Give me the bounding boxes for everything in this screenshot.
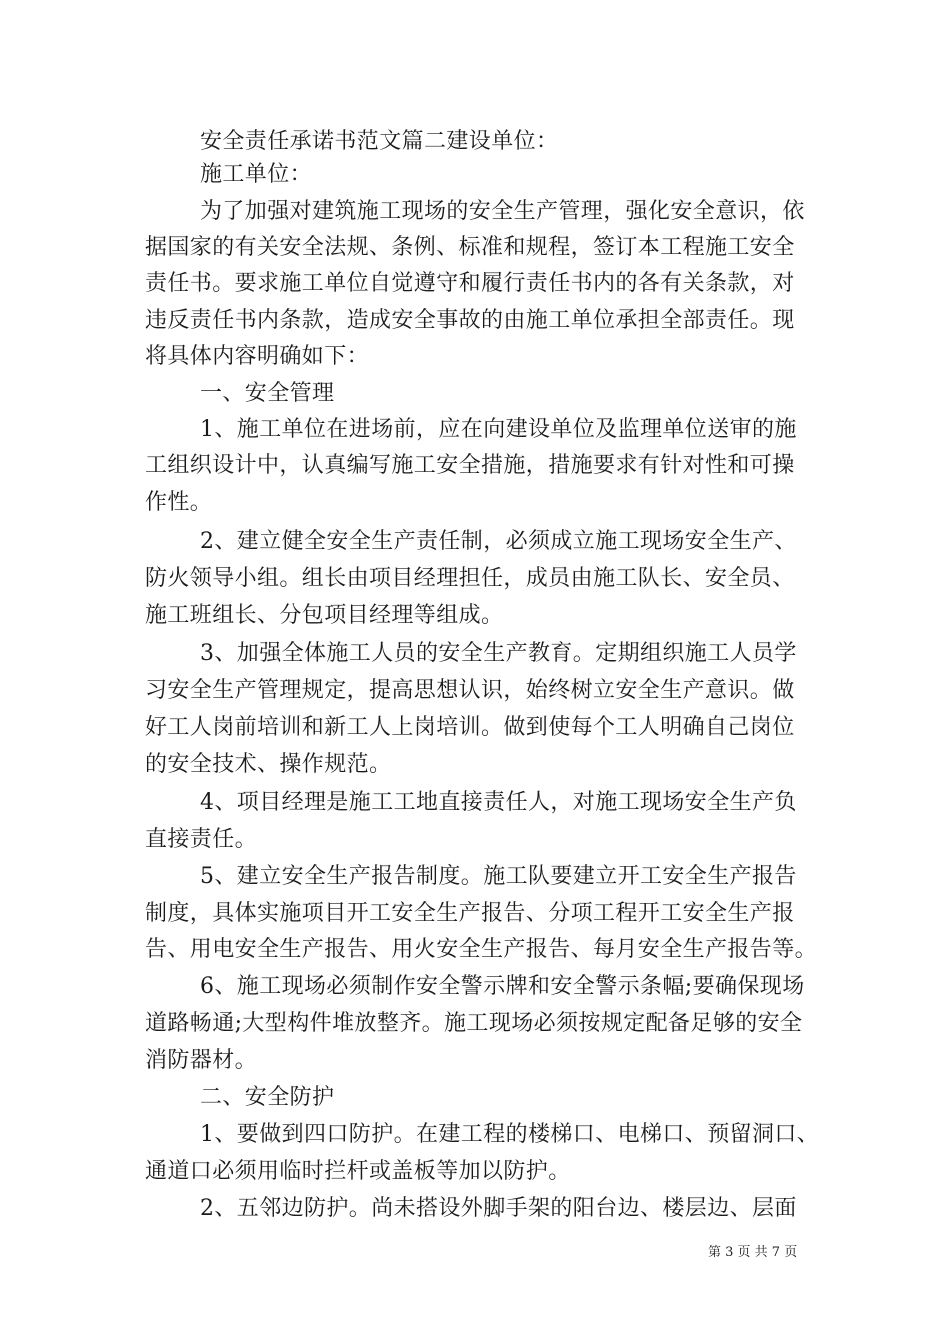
text-line: 1、施工单位在进场前，应在向建设单位及监理单位送审的施 — [200, 417, 797, 442]
text-line: 1、要做到四口防护。在建工程的楼梯口、电梯口、预留洞口、 — [200, 1122, 820, 1147]
text-line: 消防器材。 — [145, 1048, 258, 1073]
text-line: 据国家的有关安全法规、条例、标准和规程，签订本工程施工安全 — [145, 235, 795, 260]
section-heading: 一、安全管理 — [200, 381, 335, 406]
text-line: 的安全技术、操作规范。 — [145, 752, 392, 777]
title-line: 安全责任承诺书范文篇二建设单位： — [200, 129, 559, 154]
text-line: 责任书。要求施工单位自觉遵守和履行责任书内的各有关条款，对 — [145, 271, 795, 296]
text-line: 告、用电安全生产报告、用火安全生产报告、每月安全生产报告等。 — [145, 937, 818, 962]
text-line: 制度，具体实施项目开工安全生产报告、分项工程开工安全生产报 — [145, 901, 795, 926]
text-line: 习安全生产管理规定，提高思想认识，始终树立安全生产意识。做 — [145, 678, 795, 703]
text-line: 2、五邻边防护。尚未搭设外脚手架的阳台边、楼层边、层面 — [200, 1196, 797, 1221]
text-line: 通道口必须用临时拦杆或盖板等加以防护。 — [145, 1159, 571, 1184]
text-line: 道路畅通;大型构件堆放整齐。施工现场必须按规定配备足够的安全 — [145, 1011, 803, 1036]
text-line: 作性。 — [145, 490, 213, 515]
text-line: 4、项目经理是施工工地直接责任人，对施工现场安全生产负 — [200, 790, 797, 815]
text-line: 施工班组长、分包项目经理等组成。 — [145, 603, 504, 628]
text-line: 将具体内容明确如下： — [145, 344, 370, 369]
text-line: 6、施工现场必须制作安全警示牌和安全警示条幅;要确保现场 — [200, 974, 805, 999]
page-number-footer: 第 3 页 共 7 页 — [708, 1245, 798, 1260]
text-line: 工组织设计中，认真编写施工安全措施，措施要求有针对性和可操 — [145, 453, 795, 478]
text-line: 2、建立健全安全生产责任制，必须成立施工现场安全生产、 — [200, 529, 797, 554]
text-line: 为了加强对建筑施工现场的安全生产管理，强化安全意识，依 — [200, 199, 805, 224]
text-line: 直接责任。 — [145, 827, 258, 852]
text-line: 防火领导小组。组长由项目经理担任，成员由施工队长、安全员、 — [145, 566, 795, 591]
text-line: 好工人岗前培训和新工人上岗培训。做到使每个工人明确自己岗位 — [145, 715, 795, 740]
text-line: 施工单位： — [200, 162, 313, 187]
text-line: 5、建立安全生产报告制度。施工队要建立开工安全生产报告 — [200, 864, 797, 889]
text-line: 3、加强全体施工人员的安全生产教育。定期组织施工人员学 — [200, 641, 797, 666]
text-line: 违反责任书内条款，造成安全事故的由施工单位承担全部责任。现 — [145, 308, 795, 333]
section-heading: 二、安全防护 — [200, 1085, 335, 1110]
